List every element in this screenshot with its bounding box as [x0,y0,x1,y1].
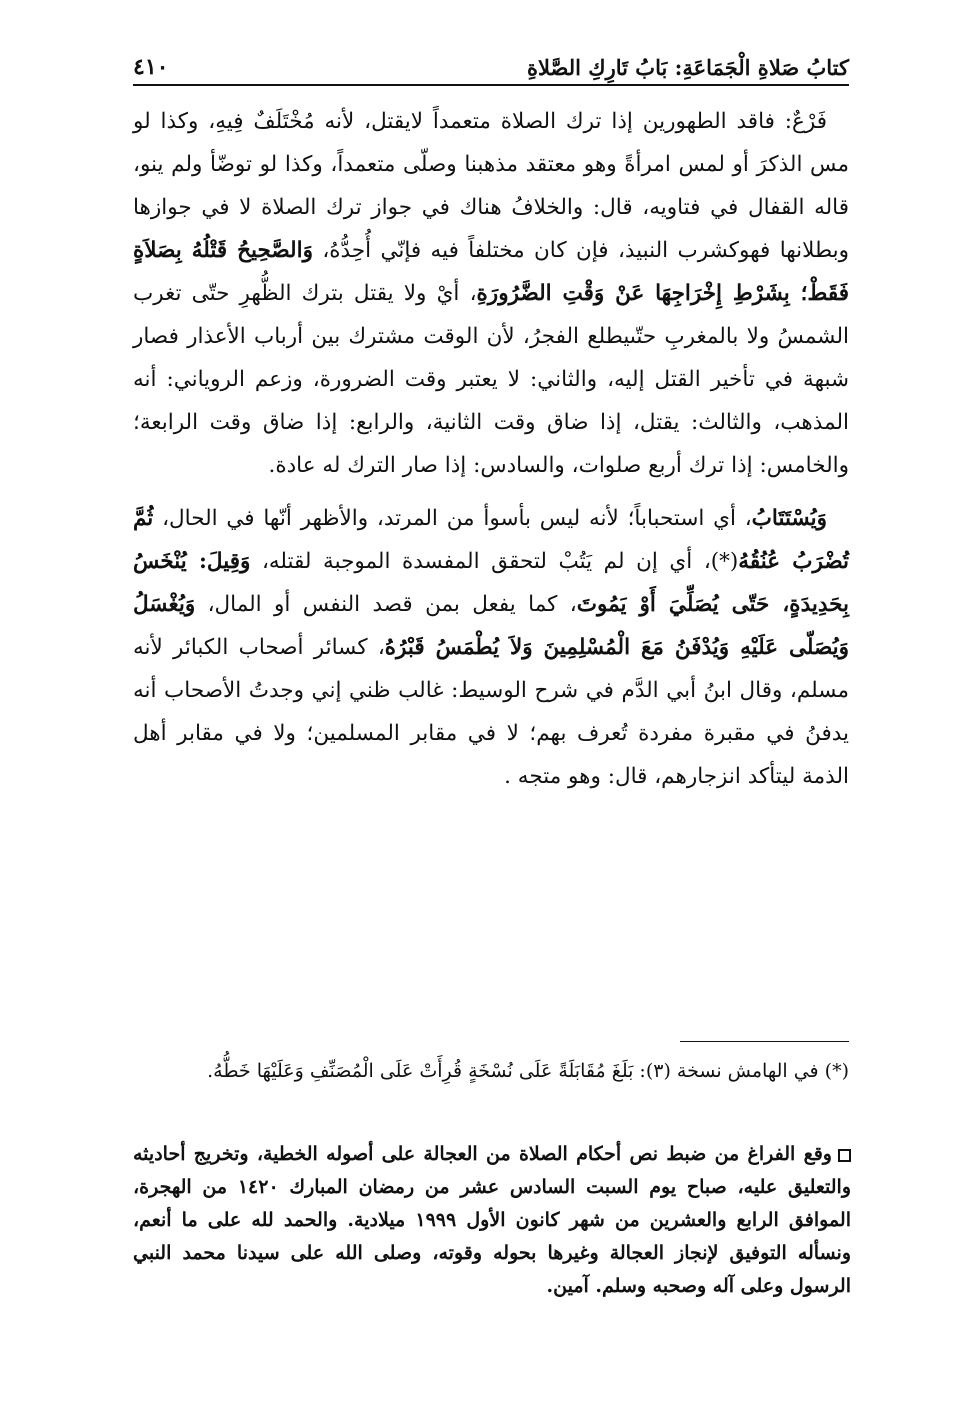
box-icon [838,1149,851,1162]
matn-text: وَيُسْتَتَابُ [751,506,827,531]
footnote-reference[interactable]: (*) [710,549,739,574]
matn-text: وَالصَّحِيحُ قَتْلُهُ بِصَلاَةٍ فَقَطْ؛ بِشَرْطِ إِخْرَاجِهَا عَنْ وَقْتِ الضَّرُورَةِ [133,238,849,306]
page-header [133,40,849,86]
paragraph [133,100,849,487]
matn-text: وَيُغْسَلُ وَيُصَلّى عَلَيْهِ وَيُدْفَنُ مَعَ الْمُسْلِمِينَ وَلاَ يُطْمَسُ قَبْرُهُ [133,592,849,660]
paragraph [133,497,849,798]
matn-text: ثُمَّ تُضْرَبُ عُنُقُهُ [133,506,849,574]
page-number: ٤١٠ [133,54,169,80]
commentary-text: ، أي إن لم يَتُبْ لتحقق المفسدة الموجبة لقتله، [250,549,711,574]
running-title: كتابُ صَلاةِ الْجَمَاعَةِ: بَابُ تَارِكِ الصَّلاةِ [527,55,849,80]
colophon [133,1138,851,1303]
commentary-text: فَرْعٌ: فاقد الطهورين إذا ترك الصلاة متعمداً لايقتل، لأنه مُخْتَلَفٌ فِيهِ، وكذا لو مس الذكرَ أو لمس امرأةً وهو معتقد مذهبنا وصلّى متعمداً، وكذا لو توضّأ ولم ينو، قاله القفال في فتاويه، قال: والخلافُ هناك في جواز ترك الصلاة لا في جوازها وبطلانها فهوكشرب النبيذ، فإن كان مختلفاً فيه فإنّي أُحِدُّهُ، [133,109,849,263]
commentary-text: ، أيْ ولا يقتل بترك الظُّهرِ حتّى تغرب الشمسُ ولا بالمغربِ حتّىيطلع الفجرُ، لأن الوقت مشترك بين أرباب الأعذار فصار شبهة في تأخير القتل إليه، والثاني: لا يعتبر وقت الضرورة، وزعم الروياني: أنه المذهب، والثالث: يقتل، إذا ضاق وقت الثانية، والرابع: إذا ضاق وقت الرابعة؛ والخامس: إذا ترك أربع صلوات، والسادس: إذا صار الترك له عادة. [133,281,849,478]
matn-text: وَقِيلَ: يُنْخَسُ بِحَدِيدَةٍ، حَتّى يُصَلِّيَ أَوْ يَمُوتَ [133,549,849,617]
colophon-text: وقع الفراغ من ضبط نص أحكام الصلاة من العجالة على أصوله الخطية، وتخريج أحاديثه والتعليق عليه، صباح يوم السبت السادس عشر من رمضان المبارك ١٤٢٠ من الهجرة، الموافق الرابع والعشرين من شهر كانون الأول ١٩٩٩ ميلادية. والحمد لله على ما أنعم، ونسأله التوفيق لإنجاز العجالة وغيرها بحوله وقوته، وصلى الله على سيدنا محمد النبي الرسول وعلى آله وصحبه وسلم. آمين. [133,1143,852,1297]
main-text [133,100,849,798]
footnote [133,1054,849,1088]
footnote-divider [680,1041,849,1042]
commentary-text: ، كسائر أصحاب الكبائر لأنه مسلم، وقال ابنُ أبي الدَّم في شرح الوسيط: غالب ظني إني وجدتُ الأصحاب أنه يدفنُ في مقبرة مفردة تُعرف بهم؛ لا في مقابر المسلمين؛ ولا في مقابر أهل الذمة ليتأكد انزجارهم، قال: وهو متجه . [133,635,849,789]
commentary-text: ، كما يفعل بمن قصد النفس أو المال، [195,592,577,617]
commentary-text: ، أي استحباباً؛ لأنه ليس بأسوأ من المرتد، والأظهر أنّها في الحال، [153,506,752,531]
footnote-text: (*) في الهامش نسخة (٣): بَلَغَ مُقَابَلَةً عَلَى نُسْخَةٍ قُرِأَتْ عَلَى الْمُصَنِّفِ وَعَلَيْهَا خَطُّهُ. [207,1060,849,1082]
